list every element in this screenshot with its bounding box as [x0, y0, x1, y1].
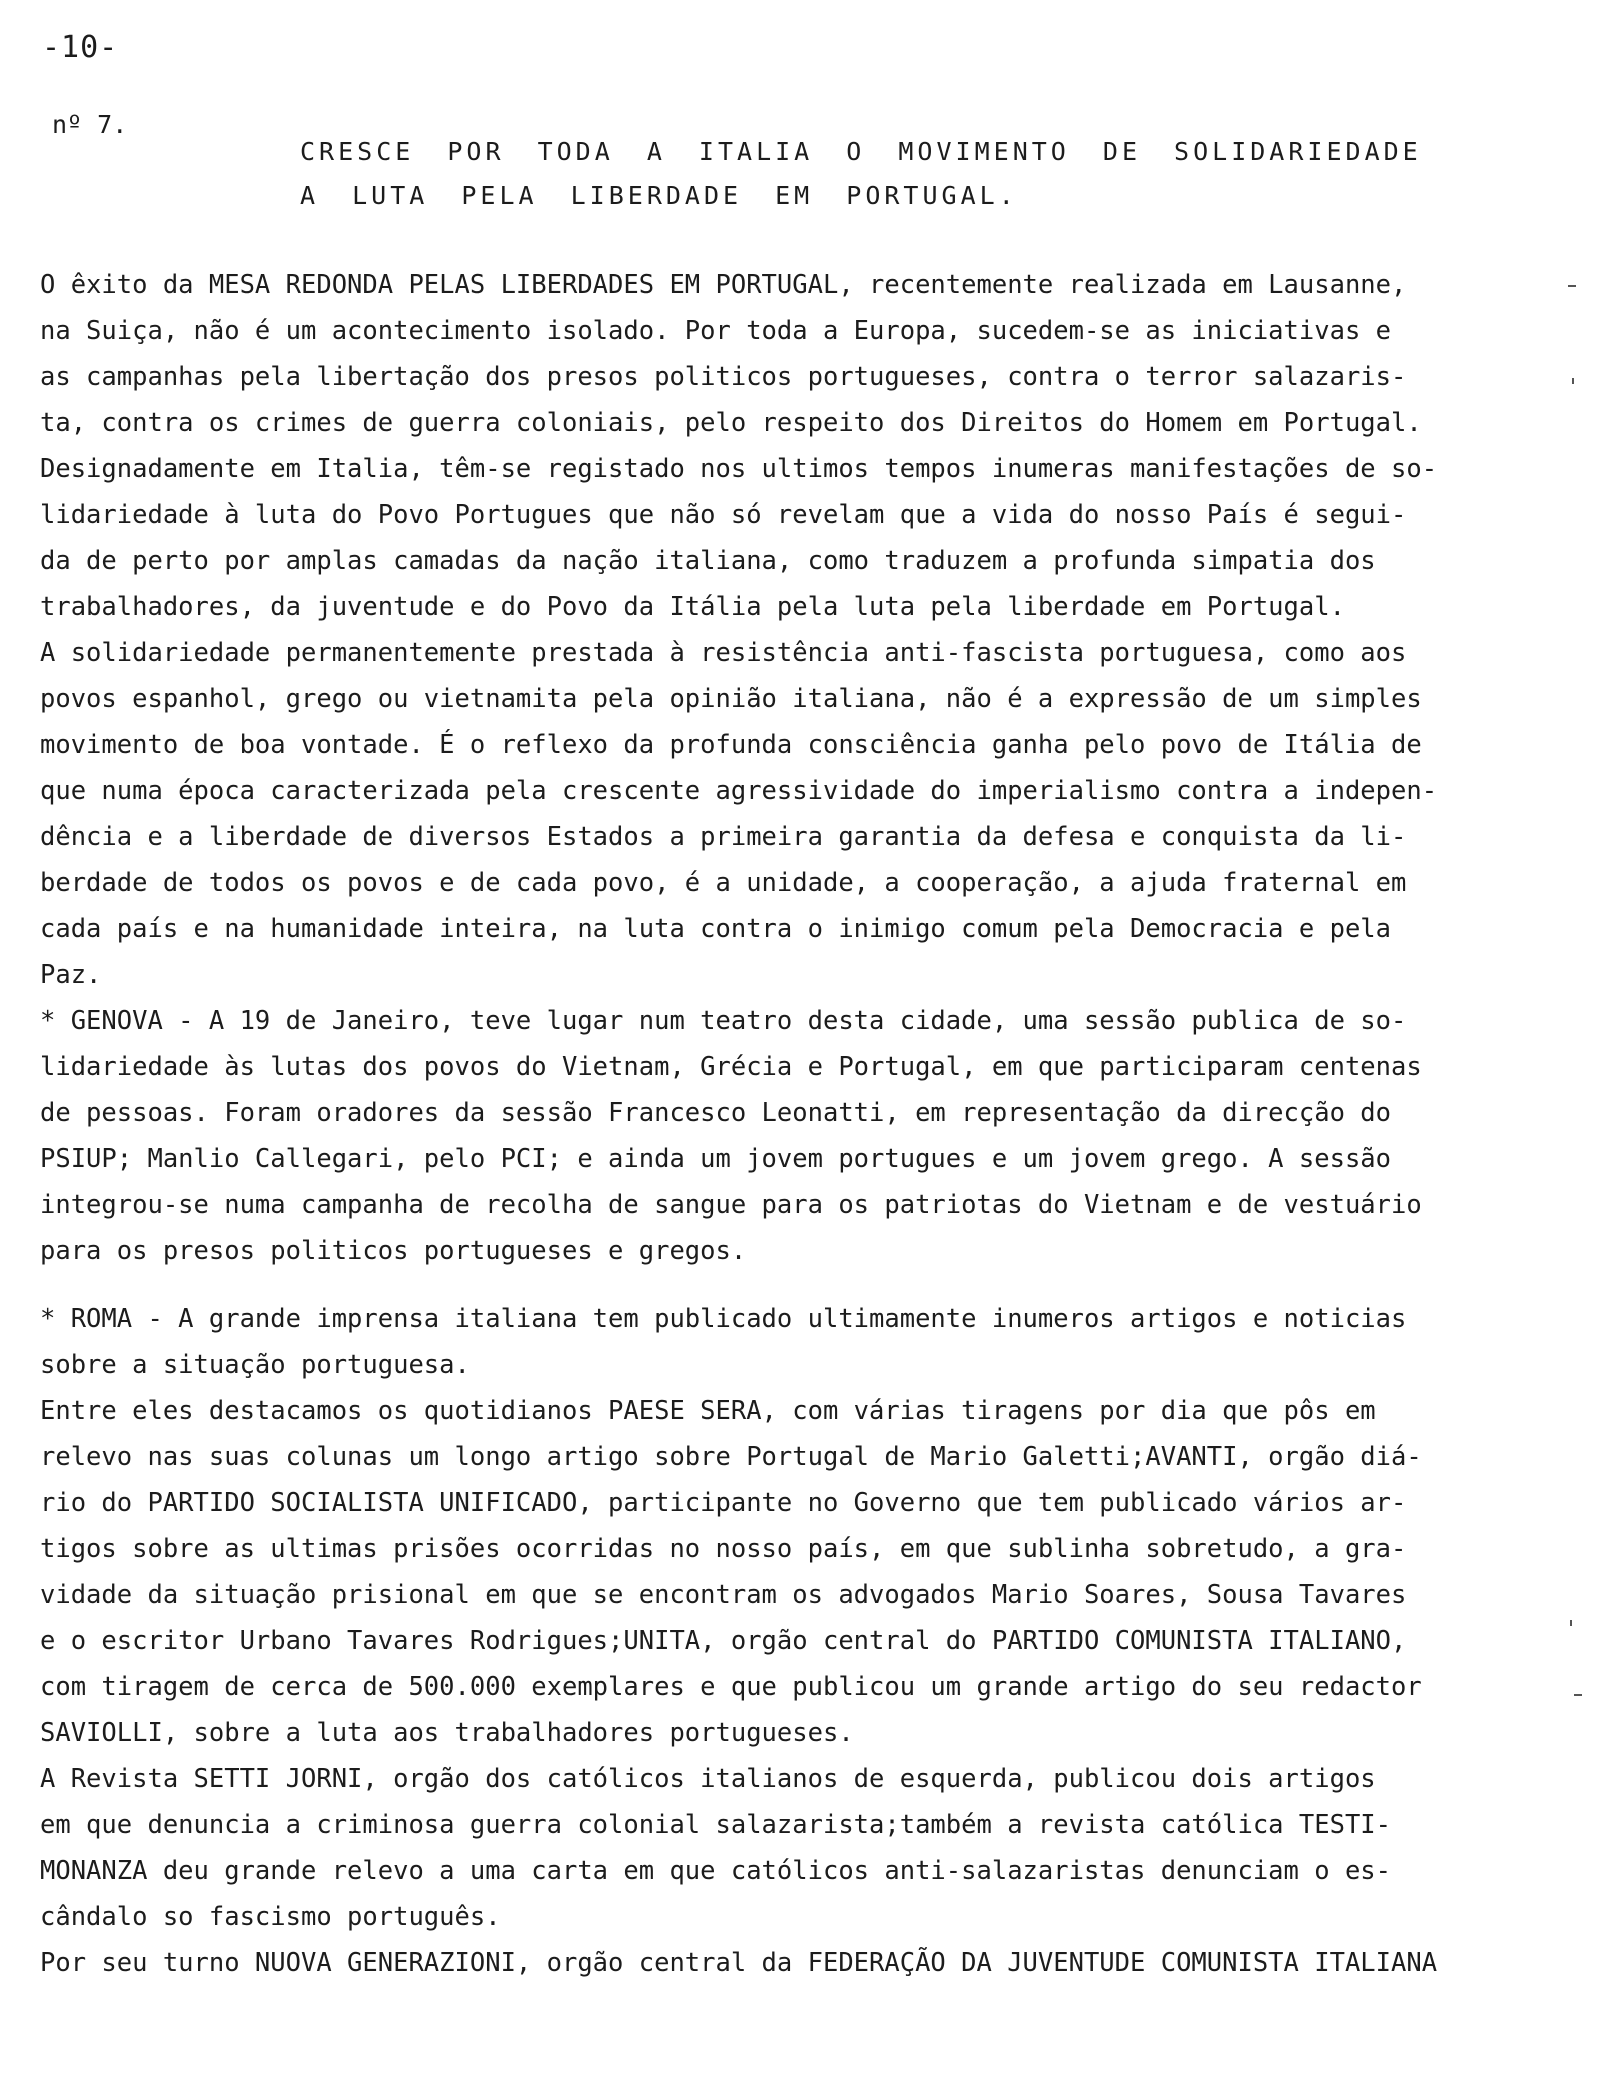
text-line: que numa época caracterizada pela crescente agressividade do imperialismo contra a indepen- — [40, 776, 1438, 806]
paragraph — [40, 1756, 1460, 1940]
item-number: nº 7. — [52, 110, 128, 139]
text-line: para os presos politicos portugueses e gregos. — [40, 1236, 747, 1266]
text-line: vidade da situação prisional em que se encontram os advogados Mario Soares, Sousa Tavares — [40, 1580, 1407, 1610]
margin-mark — [1572, 378, 1574, 384]
text-line: Designadamente em Italia, têm-se registado nos ultimos tempos inumeras manifestações de so- — [40, 454, 1438, 484]
text-line: as campanhas pela libertação dos presos politicos portugueses, contra o terror salazaris- — [40, 362, 1407, 392]
text-line: A Revista SETTI JORNI, orgão dos católicos italianos de esquerda, publicou dois artigos — [40, 1764, 1376, 1794]
text-line: da de perto por amplas camadas da nação italiana, como traduzem a profunda simpatia dos — [40, 546, 1376, 576]
text-line: na Suiça, não é um acontecimento isolado. Por toda a Europa, sucedem-se as iniciativas e — [40, 316, 1392, 346]
paragraph — [40, 1940, 1460, 1986]
text-line: berdade de todos os povos e de cada povo, é a unidade, a cooperação, a ajuda fraternal em — [40, 868, 1407, 898]
text-line: * ROMA - A grande imprensa italiana tem publicado ultimamente inumeros artigos e noticias — [40, 1304, 1407, 1334]
margin-mark — [1570, 1620, 1572, 1626]
text-line: O êxito da MESA REDONDA PELAS LIBERDADES EM PORTUGAL, recentemente realizada em Lausanne, — [40, 270, 1407, 300]
page-number: -10- — [42, 30, 119, 65]
text-line: dência e a liberdade de diversos Estados a primeira garantia da defesa e conquista da li- — [40, 822, 1407, 852]
paragraph — [40, 1296, 1460, 1388]
paragraph-gap — [40, 1274, 1460, 1296]
headline-line: CRESCE POR TODA A ITALIA O MOVIMENTO DE SOLIDARIEDADE — [300, 137, 1422, 166]
text-line: cada país e na humanidade inteira, na luta contra o inimigo comum pela Democracia e pela — [40, 914, 1392, 944]
text-line: rio do PARTIDO SOCIALISTA UNIFICADO, participante no Governo que tem publicado vários ar- — [40, 1488, 1407, 1518]
paragraph — [40, 1388, 1460, 1756]
text-line: tigos sobre as ultimas prisões ocorridas no nosso país, em que sublinha sobretudo, a gra- — [40, 1534, 1407, 1564]
article-body — [40, 262, 1460, 1986]
margin-mark — [1568, 285, 1576, 287]
text-line: PSIUP; Manlio Callegari, pelo PCI; e ainda um jovem portugues e um jovem grego. A sessão — [40, 1144, 1392, 1174]
text-line: MONANZA deu grande relevo a uma carta em que católicos anti-salazaristas denunciam o es- — [40, 1856, 1392, 1886]
text-line: cândalo so fascismo português. — [40, 1902, 501, 1932]
text-line: lidariedade à luta do Povo Portugues que não só revelam que a vida do nosso País é segui- — [40, 500, 1407, 530]
text-line: relevo nas suas colunas um longo artigo sobre Portugal de Mario Galetti;AVANTI, orgão diá- — [40, 1442, 1422, 1472]
text-line: e o escritor Urbano Tavares Rodrigues;UNITA, orgão central do PARTIDO COMUNISTA ITALIANO, — [40, 1626, 1407, 1656]
headline-line: A LUTA PELA LIBERDADE EM PORTUGAL. — [300, 181, 1018, 210]
paragraph — [40, 630, 1460, 998]
margin-mark — [1574, 1694, 1582, 1696]
text-line: A solidariedade permanentemente prestada à resistência anti-fascista portuguesa, como aos — [40, 638, 1407, 668]
text-line: * GENOVA - A 19 de Janeiro, teve lugar num teatro desta cidade, uma sessão publica de so- — [40, 1006, 1407, 1036]
text-line: ta, contra os crimes de guerra coloniais, pelo respeito dos Direitos do Homem em Portugal. — [40, 408, 1422, 438]
text-line: lidariedade às lutas dos povos do Vietnam, Grécia e Portugal, em que participaram centenas — [40, 1052, 1422, 1082]
paragraph — [40, 998, 1460, 1274]
headline — [300, 130, 1422, 218]
text-line: SAVIOLLI, sobre a luta aos trabalhadores portugueses. — [40, 1718, 854, 1748]
text-line: trabalhadores, da juventude e do Povo da Itália pela luta pela liberdade em Portugal. — [40, 592, 1345, 622]
text-line: sobre a situação portuguesa. — [40, 1350, 470, 1380]
paragraph — [40, 262, 1460, 630]
text-line: de pessoas. Foram oradores da sessão Francesco Leonatti, em representação da direcção do — [40, 1098, 1392, 1128]
text-line: povos espanhol, grego ou vietnamita pela opinião italiana, não é a expressão de um simples — [40, 684, 1422, 714]
text-line: Por seu turno NUOVA GENERAZIONI, orgão central da FEDERAÇÃO DA JUVENTUDE COMUNISTA ITALIANA — [40, 1948, 1438, 1978]
text-line: Paz. — [40, 960, 102, 990]
text-line: movimento de boa vontade. É o reflexo da profunda consciência ganha pelo povo de Itália de — [40, 730, 1422, 760]
text-line: integrou-se numa campanha de recolha de sangue para os patriotas do Vietnam e de vestuário — [40, 1190, 1422, 1220]
text-line: Entre eles destacamos os quotidianos PAESE SERA, com várias tiragens por dia que pôs em — [40, 1396, 1376, 1426]
text-line: em que denuncia a criminosa guerra colonial salazarista;também a revista católica TESTI- — [40, 1810, 1392, 1840]
text-line: com tiragem de cerca de 500.000 exemplares e que publicou um grande artigo do seu redactor — [40, 1672, 1422, 1702]
